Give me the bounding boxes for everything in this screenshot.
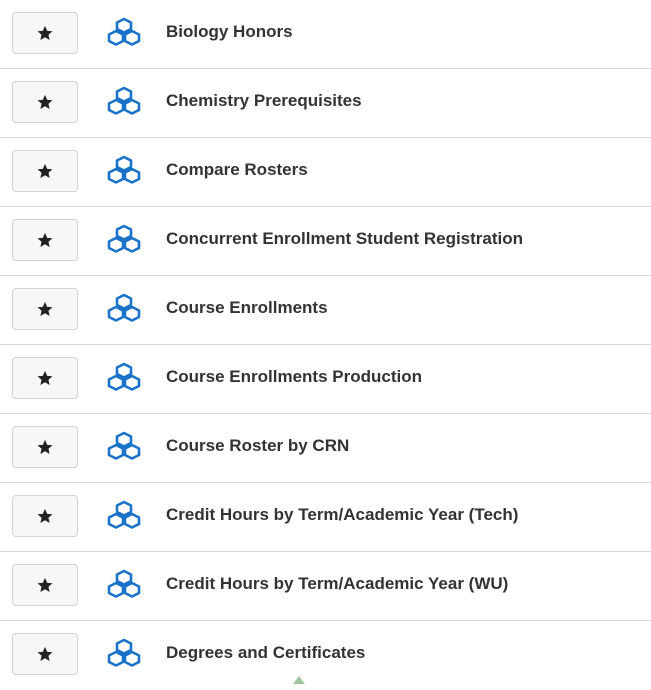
favorite-button[interactable] <box>12 357 78 399</box>
list-item <box>0 0 651 69</box>
list-item <box>0 414 651 483</box>
item-label[interactable]: Concurrent Enrollment Student Registration <box>166 229 524 248</box>
favorite-button[interactable] <box>12 12 78 54</box>
item-label[interactable]: Compare Rosters <box>166 160 308 179</box>
list-item <box>0 276 651 345</box>
cubes-icon <box>107 293 141 323</box>
favorite-button[interactable] <box>12 633 78 675</box>
item-label[interactable]: Course Enrollments <box>166 298 328 317</box>
item-label[interactable]: Biology Honors <box>166 22 293 41</box>
cubes-icon <box>107 569 141 599</box>
star-icon <box>36 162 54 180</box>
cubes-icon <box>107 431 141 461</box>
cubes-icon <box>107 224 141 254</box>
favorite-button[interactable] <box>12 426 78 468</box>
cubes-icon <box>107 362 141 392</box>
item-label[interactable]: Credit Hours by Term/Academic Year (WU) <box>166 574 509 593</box>
favorite-button[interactable] <box>12 288 78 330</box>
item-label[interactable]: Degrees and Certificates <box>166 643 366 662</box>
star-icon <box>36 438 54 456</box>
list-item <box>0 621 651 690</box>
star-icon <box>36 300 54 318</box>
favorite-button[interactable] <box>12 564 78 606</box>
favorite-button[interactable] <box>12 495 78 537</box>
item-label[interactable]: Course Enrollments Production <box>166 367 422 386</box>
list-item <box>0 483 651 552</box>
item-label[interactable]: Credit Hours by Term/Academic Year (Tech) <box>166 505 519 524</box>
cubes-icon <box>107 638 141 668</box>
favorite-button[interactable] <box>12 81 78 123</box>
star-icon <box>36 576 54 594</box>
cubes-icon <box>107 500 141 530</box>
list-item <box>0 207 651 276</box>
star-icon <box>36 231 54 249</box>
star-icon <box>36 645 54 663</box>
item-label[interactable]: Course Roster by CRN <box>166 436 350 455</box>
favorite-button[interactable] <box>12 150 78 192</box>
list-item <box>0 138 651 207</box>
item-label[interactable]: Chemistry Prerequisites <box>166 91 362 110</box>
star-icon <box>36 369 54 387</box>
cubes-icon <box>107 17 141 47</box>
list-item <box>0 345 651 414</box>
star-icon <box>36 93 54 111</box>
favorite-button[interactable] <box>12 219 78 261</box>
cubes-icon <box>107 155 141 185</box>
list-item <box>0 552 651 621</box>
list-item <box>0 69 651 138</box>
star-icon <box>36 507 54 525</box>
star-icon <box>36 24 54 42</box>
cubes-icon <box>107 86 141 116</box>
